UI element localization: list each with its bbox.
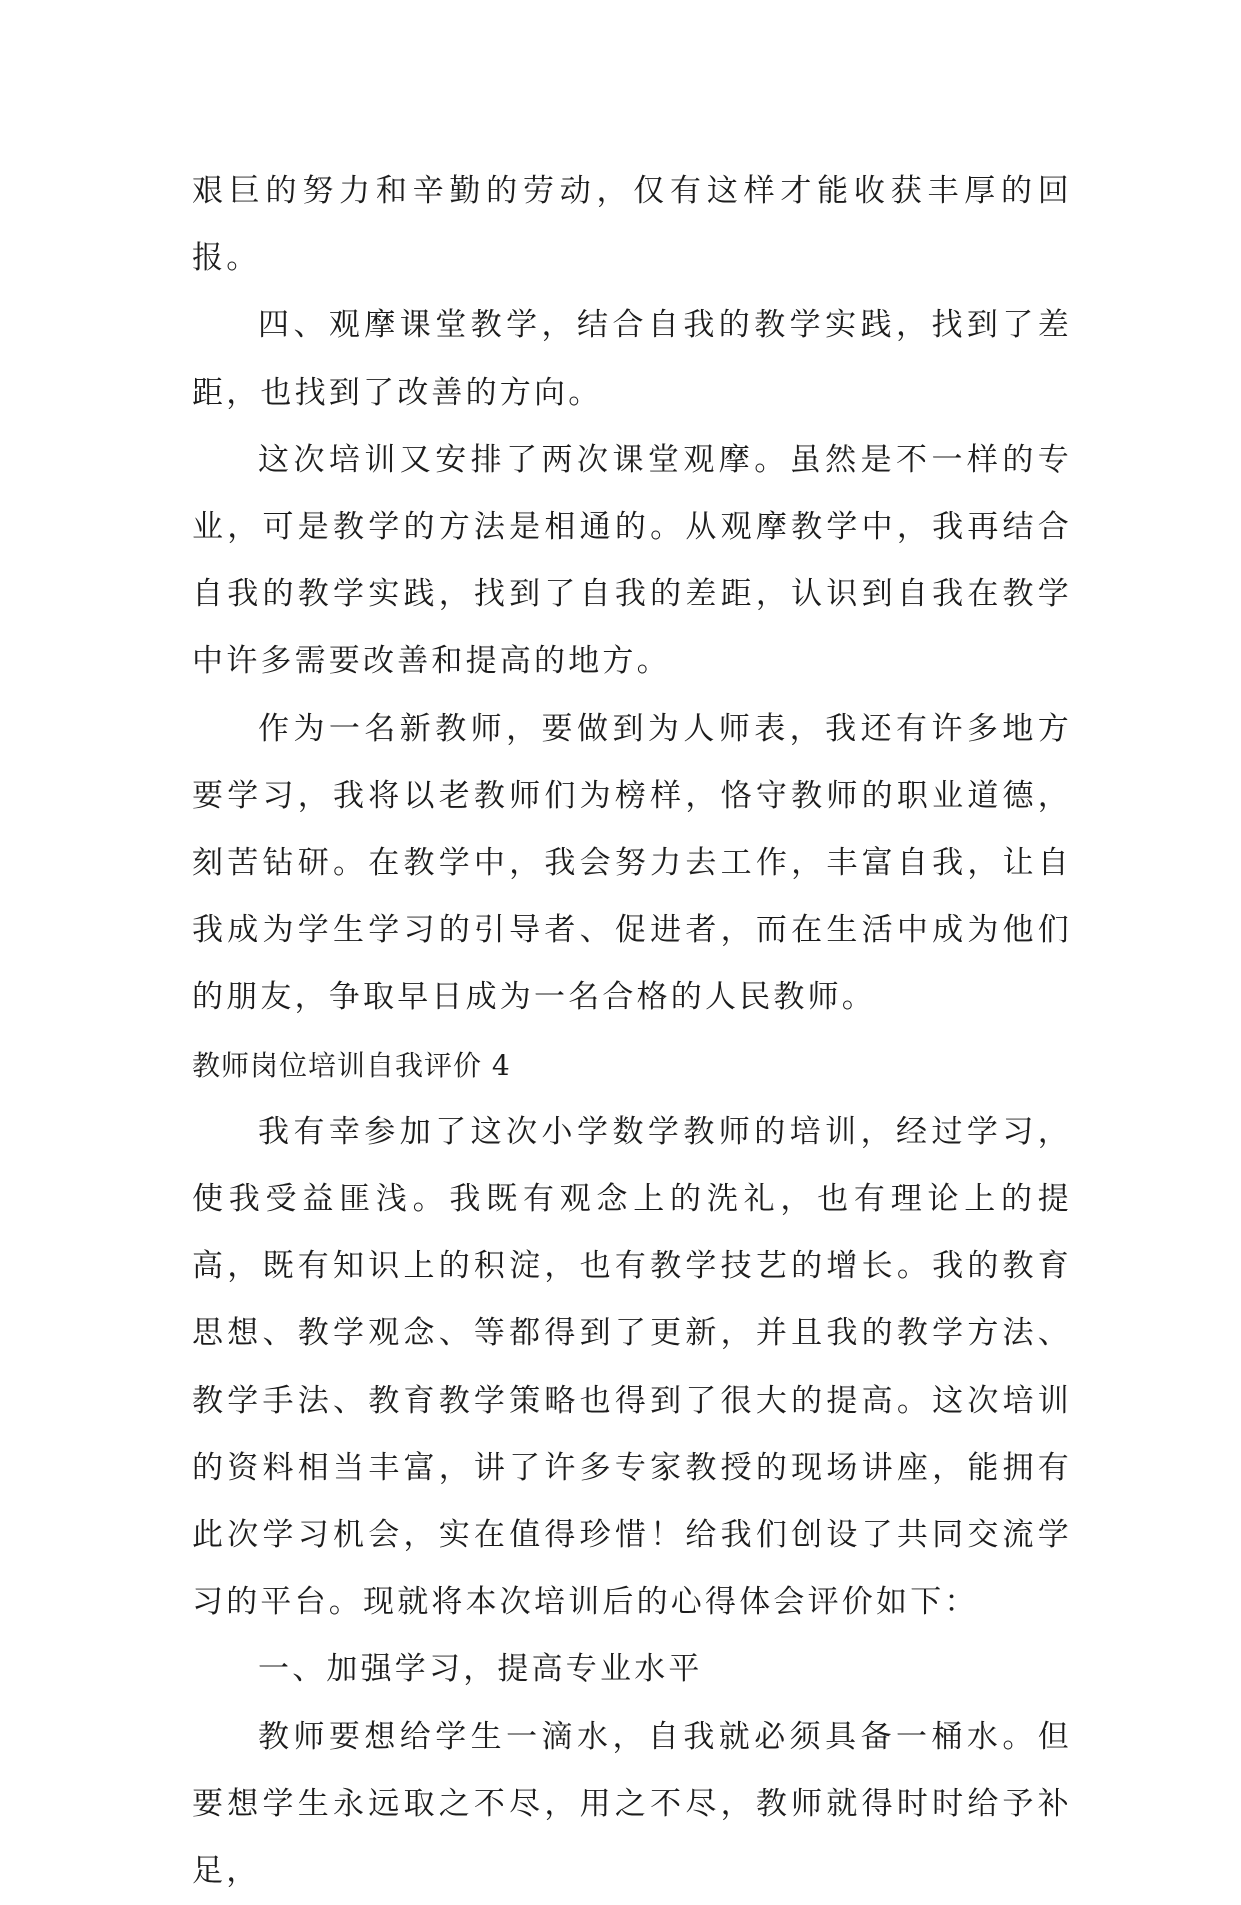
paragraph: 这次培训又安排了两次课堂观摩。虽然是不一样的专业，可是教学的方法是相通的。从观摩教学中，我再结合自我的教学实践，找到了自我的差距，认识到自我在教学中许多需要改善和提高的地方。 xyxy=(192,441,1072,680)
section-title: 教师岗位培训自我评价 4 xyxy=(192,1048,511,1082)
subheading: 一、加强学习，提高专业水平 xyxy=(258,1651,703,1688)
paragraph: 我有幸参加了这次小学数学教师的培训，经过学习，使我受益匪浅。我既有观念上的洗礼，也有理论上的提高，既有知识上的积淀，也有教学技艺的增长。我的教育思想、教学观念、等都得到了更新，并且我的教学方法、教学手法、教育教学策略也得到了很大的提高。这次培训的资料相当丰富，讲了许多专家教授的现场讲座，能拥有此次学习机会，实在值得珍惜！给我们创设了共同交流学习的平台。现就将本次培训后的心得体会评价如下： xyxy=(192,1113,1072,1621)
paragraph: 艰巨的努力和辛勤的劳动，仅有这样才能收获丰厚的回报。 xyxy=(192,173,1072,277)
paragraph: 教师要想给学生一滴水，自我就必须具备一桶水。但要想学生永远取之不尽，用之不尽，教师就得时时给予补足， xyxy=(192,1718,1072,1890)
paragraph: 作为一名新教师，要做到为人师表，我还有许多地方要学习，我将以老教师们为榜样，恪守教师的职业道德，刻苦钻研。在教学中，我会努力去工作，丰富自我，让自我成为学生学习的引导者、促进者，而在生活中成为他们的朋友，争取早日成为一名合格的人民教师。 xyxy=(192,710,1072,1016)
paragraph: 四、观摩课堂教学，结合自我的教学实践，找到了差距，也找到了改善的方向。 xyxy=(192,307,1072,411)
document-body xyxy=(192,158,1072,1905)
